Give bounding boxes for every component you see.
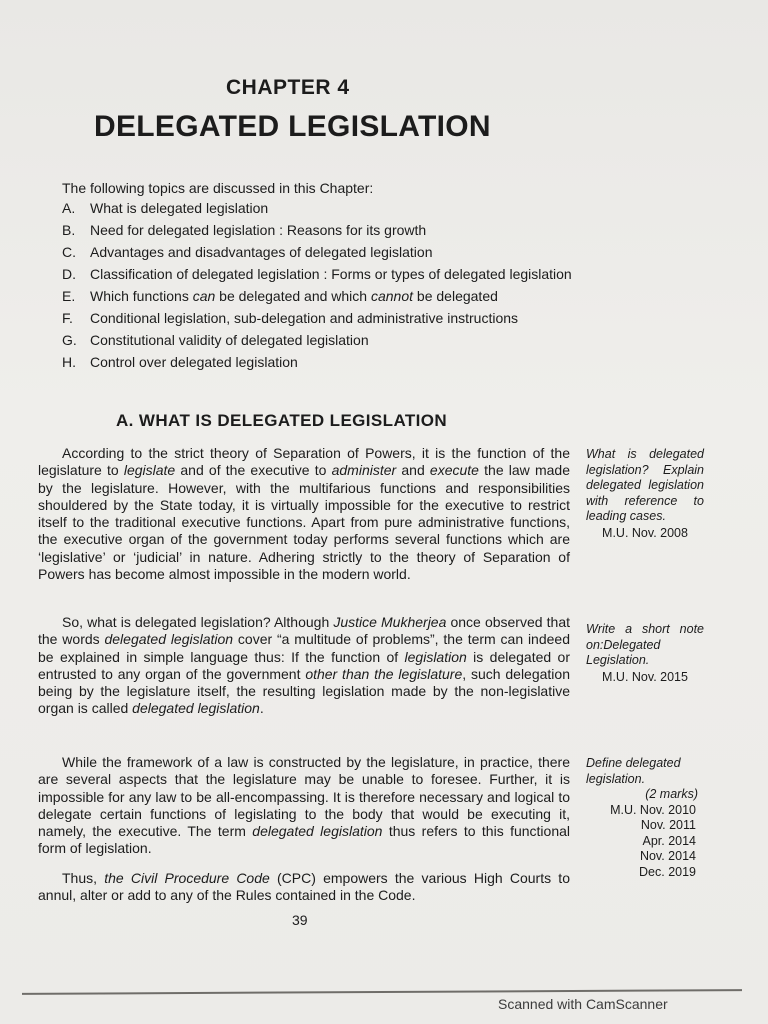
exam-reference: M.U. Nov. 2015 <box>602 669 688 684</box>
list-item: C. Advantages and disadvantages of delegated legislation <box>62 244 433 260</box>
paragraph-3: While the framework of a law is constructed by the legislature, in practice, there are several aspects that the legislature may be unable to foresee. Further, it is impossible for any law to be all-encompassing. It is therefore necessary and logical to delegate certain functions of legislating to the body that would be executing it, namely, the executive. The term delegated legislation thus refers to this functional form of legislation. <box>38 754 571 857</box>
section-heading: A. WHAT IS DELEGATED LEGISLATION <box>116 411 448 430</box>
list-item: E. Which functions can be delegated and which cannot be delegated <box>62 288 498 304</box>
list-item: G. Constitutional validity of delegated legislation <box>62 332 369 348</box>
exam-reference: Nov. 2014 <box>639 849 696 863</box>
topics-list <box>62 200 572 376</box>
margin-note-1: What is delegated legislation? Explain delegated legislation with reference to leading cases. M.U. Nov. 2008 <box>586 447 704 540</box>
margin-note-2: Write a short note on:Delegated Legislation. M.U. Nov. 2015 <box>586 622 704 684</box>
paragraph-1: According to the strict theory of Separation of Powers, it is the function of the legislature to legislate and of the executive to administer and execute the law made by the legislature. However, with the multifarious functions and responsibilities shouldered by the State today, it is virtually impossible for the executive to restrict itself to the traditional executive functions. Apart from pure administrative functions, the executive organ of the government today performs several functions which are ‘legislative’ or ‘judicial’ in nature. Adhering strictly to the theory of Separation of Powers has become almost impossible in the modern world. <box>38 445 570 583</box>
chapter-title: DELEGATED LEGISLATION <box>94 110 491 143</box>
exam-reference: Apr. 2014 <box>642 833 696 848</box>
list-item: D. Classification of delegated legislation : Forms or types of delegated legislation <box>62 266 572 282</box>
paragraph-4: Thus, the Civil Procedure Code (CPC) empowers the various High Courts to annul, alter or add to any of the Rules contained in the Code. <box>38 870 570 904</box>
page-edge-line <box>22 989 742 995</box>
list-item: B. Need for delegated legislation : Reasons for its growth <box>62 222 427 238</box>
exam-reference: Nov. 2011 <box>640 818 696 832</box>
exam-reference: M.U. Nov. 2010 <box>610 802 696 817</box>
list-item: H. Control over delegated legislation <box>62 354 298 370</box>
paragraph-2: So, what is delegated legislation? Although Justice Mukherjea once observed that the words delegated legislation cover “a multitude of problems”, the term can indeed be explained in simple language thus: If the function of legislation is delegated or entrusted to any organ of the government other than the legislature, such delegation being by the legislature itself, the resulting legislation made by the non-legislative organ is called delegated legislation. <box>38 614 570 717</box>
list-item: F. Conditional legislation, sub-delegation and administrative instructions <box>62 310 519 326</box>
list-item: A. What is delegated legislation <box>62 200 269 216</box>
chapter-number: CHAPTER 4 <box>226 76 350 99</box>
exam-reference: Dec. 2019 <box>639 864 696 879</box>
marks-label: (2 marks) <box>645 787 698 801</box>
page-number: 39 <box>292 912 308 928</box>
margin-note-3: Define delegated legislation. (2 marks) M.U. Nov. 2010 Nov. 2011 Apr. 2014 Nov. 2014 Dec. 2019 <box>586 756 704 880</box>
exam-reference: M.U. Nov. 2008 <box>602 525 688 540</box>
topics-intro: The following topics are discussed in this Chapter: <box>62 180 374 196</box>
scanner-watermark: Scanned with CamScanner <box>498 996 668 1012</box>
